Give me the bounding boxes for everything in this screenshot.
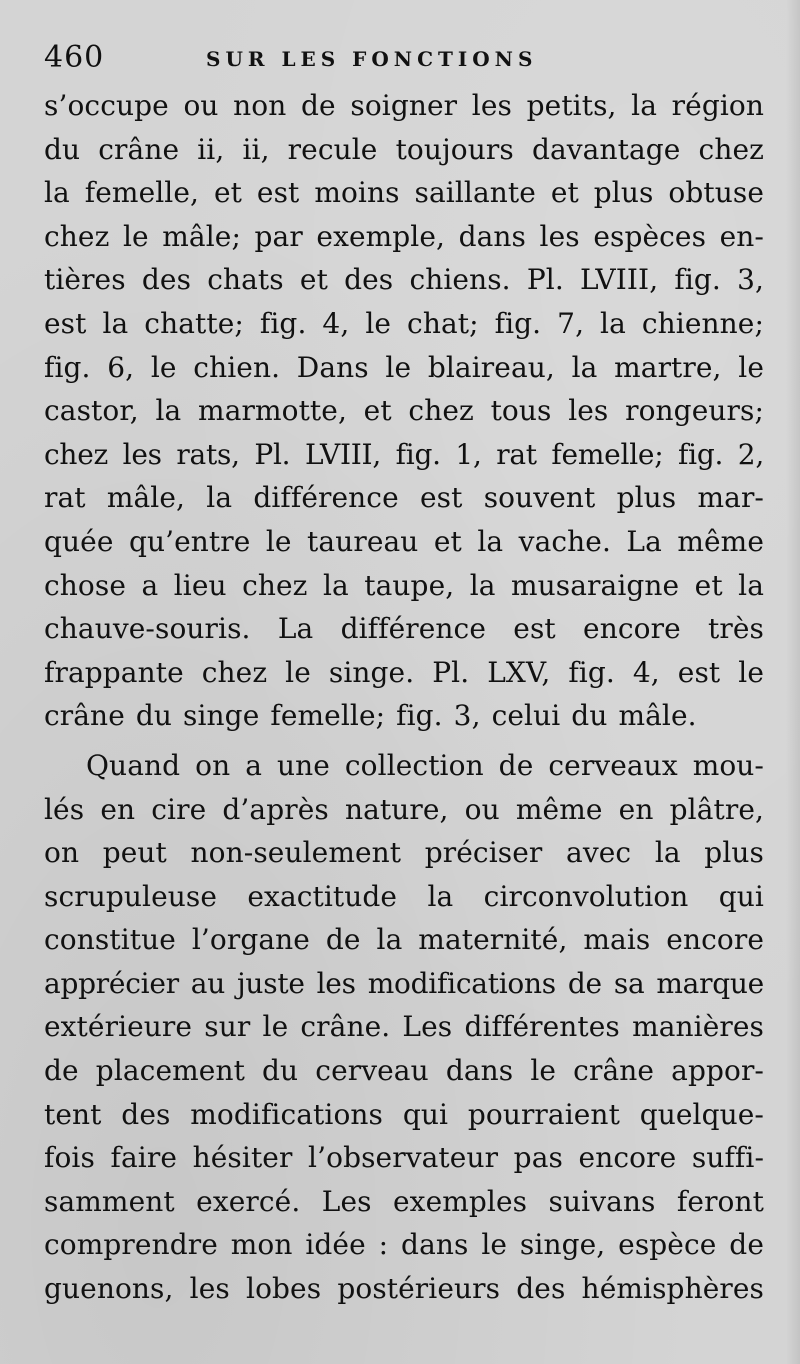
text-line: quée qu’entre le taureau et la vache. La même (44, 524, 764, 558)
text-line: Quand on a une collection de cerveaux mou- (86, 748, 764, 782)
text-line: extérieure sur le crâne. Les différentes manières (44, 1010, 764, 1044)
text-line: guenons, les lobes postérieurs des hémisphères (44, 1272, 764, 1306)
text-line: du crâne ii, ii, recule toujours davantage chez (44, 132, 764, 166)
text-line: apprécier au juste les modifications de sa marque (44, 966, 764, 1000)
page-header (44, 36, 764, 80)
text-line: de placement du cerveau dans le crâne appor- (44, 1054, 764, 1088)
text-line: chauve-souris. La différence est encore très (44, 612, 764, 646)
text-line: tent des modifications qui pourraient quelque- (44, 1097, 764, 1131)
text-line: scrupuleuse exactitude la circonvolution qui (44, 879, 764, 913)
text-line: constitue l’organe de la maternité, mais encore (44, 923, 764, 957)
text-line: tières des chats et des chiens. Pl. LVIII, fig. 3, (44, 263, 764, 297)
text-line: samment exercé. Les exemples suivans feront (44, 1184, 764, 1218)
text-line: on peut non-seulement préciser avec la plus (44, 836, 764, 870)
text-line: chose a lieu chez la taupe, la musaraigne et la (44, 568, 764, 602)
text-line: chez le mâle; par exemple, dans les espèces en- (44, 219, 764, 253)
paragraph-1 (44, 84, 764, 738)
running-head: SUR LES FONCTIONS (206, 47, 538, 71)
body-text (44, 84, 764, 1311)
text-line: chez les rats, Pl. LVIII, fig. 1, rat femelle; fig. 2, (44, 437, 764, 471)
text-line: rat mâle, la différence est souvent plus mar- (44, 481, 764, 515)
paragraph-2 (44, 744, 764, 1311)
text-line: lés en cire d’après nature, ou même en plâtre, (44, 792, 764, 826)
text-line: frappante chez le singe. Pl. LXV, fig. 4, est le (44, 655, 764, 689)
text-line: fois faire hésiter l’observateur pas encore suffi- (44, 1141, 764, 1175)
text-line: fig. 6, le chien. Dans le blaireau, la martre, le (44, 350, 764, 384)
text-line: crâne du singe femelle; fig. 3, celui du mâle. (44, 699, 697, 733)
page-number: 460 (44, 40, 105, 75)
text-line: comprendre mon idée : dans le singe, espèce de (44, 1228, 764, 1262)
text-line: est la chatte; fig. 4, le chat; fig. 7, la chienne; (44, 306, 764, 340)
page-edge-shadow (786, 0, 800, 1364)
text-line: s’occupe ou non de soigner les petits, la région (44, 89, 764, 122)
text-line: castor, la marmotte, et chez tous les rongeurs; (44, 394, 764, 428)
text-line: la femelle, et est moins saillante et plus obtuse (44, 176, 764, 210)
